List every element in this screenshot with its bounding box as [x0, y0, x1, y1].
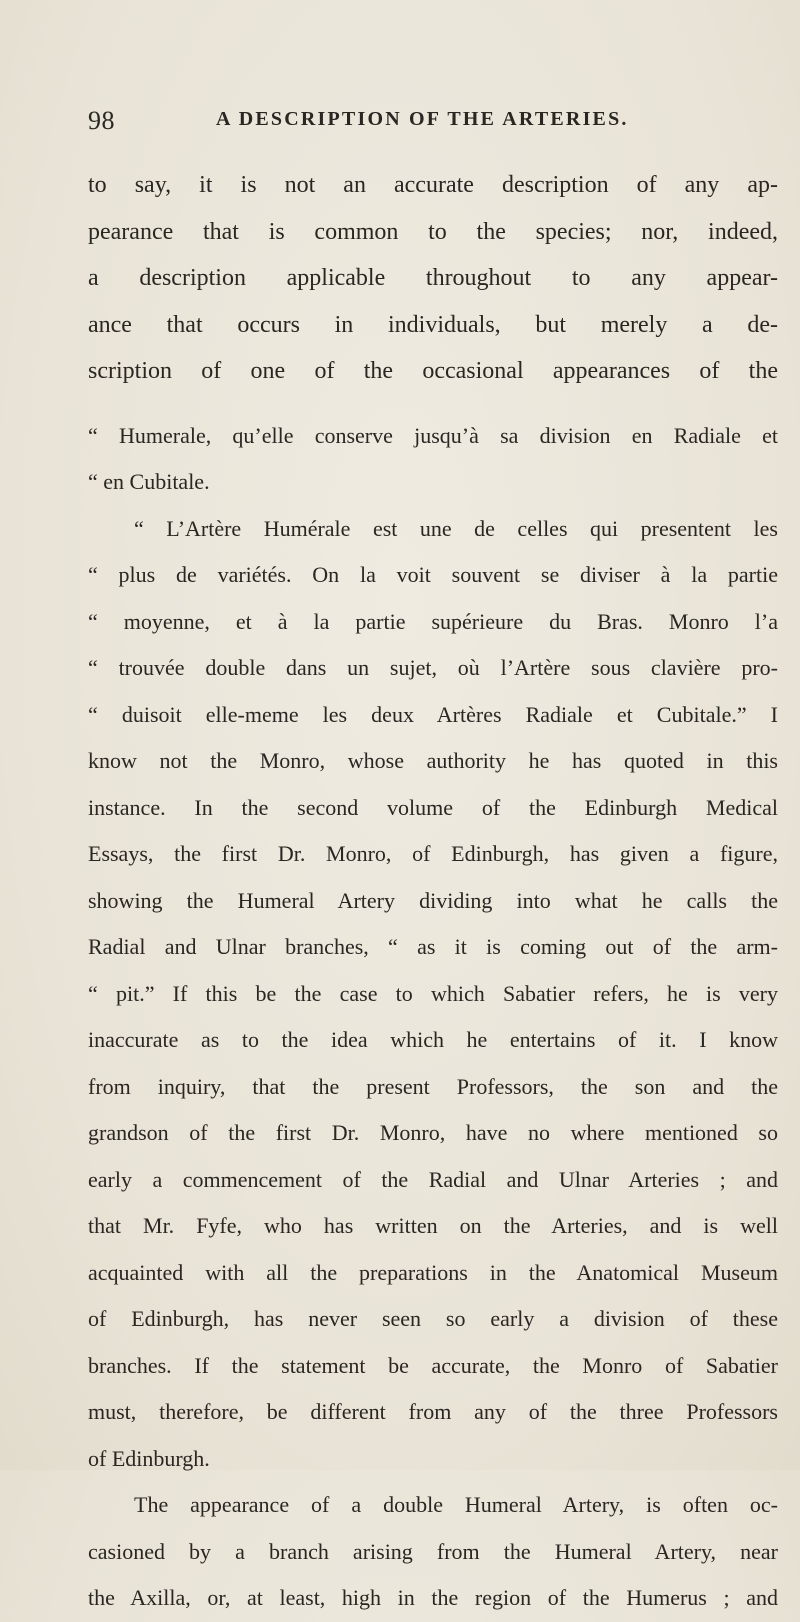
- quote-line: “ en Cubitale.: [88, 469, 210, 494]
- paragraph-gap: [88, 395, 778, 413]
- text-line: from inquiry, that the present Professors, the son and the: [88, 1073, 778, 1099]
- text-line: acquainted with all the preparations in the Anatomical Museum: [88, 1259, 778, 1285]
- quote-line: “ plus de variétés. On la voit souvent se diviser à la partie: [88, 562, 778, 587]
- text-line: the Axilla, or, at least, high in the region of the Humerus ; and: [88, 1585, 778, 1610]
- text-line: casioned by a branch arising from the Humeral Artery, near: [88, 1538, 778, 1564]
- quote-line: “ Humerale, qu’elle conserve jusqu’à sa division en Radiale et: [88, 422, 778, 448]
- text-line: that Mr. Fyfe, who has written on the Arteries, and is well: [88, 1213, 778, 1238]
- running-head: A DESCRIPTION OF THE ARTERIES.: [216, 108, 629, 130]
- text-line: scription of one of the occasional appearances of the: [88, 358, 778, 384]
- text-line: pearance that is common to the species; nor, indeed,: [88, 218, 778, 245]
- text-line: must, therefore, be different from any of the three Professors: [88, 1399, 778, 1424]
- quote-line: “ trouvée double dans un sujet, où l’Artère sous clavière pro-: [88, 655, 778, 680]
- text-line: ance that occurs in individuals, but merely a de-: [88, 311, 778, 338]
- text-line: showing the Humeral Artery dividing into what he calls the: [88, 887, 778, 913]
- text-line: grandson of the first Dr. Monro, have no where mentioned so: [88, 1120, 778, 1145]
- page-number: 98: [88, 106, 115, 135]
- quote-line: “ moyenne, et à la partie supérieure du Bras. Monro l’a: [88, 608, 778, 634]
- quote-line: “ L’Artère Humérale est une de celles qui presentent les: [134, 515, 778, 541]
- page-header: [88, 106, 768, 136]
- quote-line: “ duisoit elle-meme les deux Artères Radiale et Cubitale.” I: [88, 701, 778, 727]
- text-line: inaccurate as to the idea which he entertains of it. I know: [88, 1027, 778, 1052]
- text-line: instance. In the second volume of the Edinburgh Medical: [88, 794, 778, 820]
- text-line: of Edinburgh, has never seen so early a division of these: [88, 1306, 778, 1331]
- text-line: Essays, the first Dr. Monro, of Edinburgh, has given a figure,: [88, 841, 778, 866]
- text-line: branches. If the statement be accurate, the Monro of Sabatier: [88, 1352, 778, 1378]
- text-line: a description applicable throughout to any appear-: [88, 265, 778, 291]
- text-line: of Edinburgh.: [88, 1445, 210, 1471]
- text-line: to say, it is not an accurate description of any ap-: [88, 172, 778, 198]
- text-line: The appearance of a double Humeral Artery, is often oc-: [134, 1492, 778, 1517]
- text-line: know not the Monro, whose authority he has quoted in this: [88, 748, 778, 773]
- text-line: “ pit.” If this be the case to which Sabatier refers, he is very: [88, 980, 778, 1006]
- body-text: [88, 162, 778, 1622]
- text-line: Radial and Ulnar branches, “ as it is coming out of the arm-: [88, 934, 778, 959]
- text-line: early a commencement of the Radial and Ulnar Arteries ; and: [88, 1166, 778, 1192]
